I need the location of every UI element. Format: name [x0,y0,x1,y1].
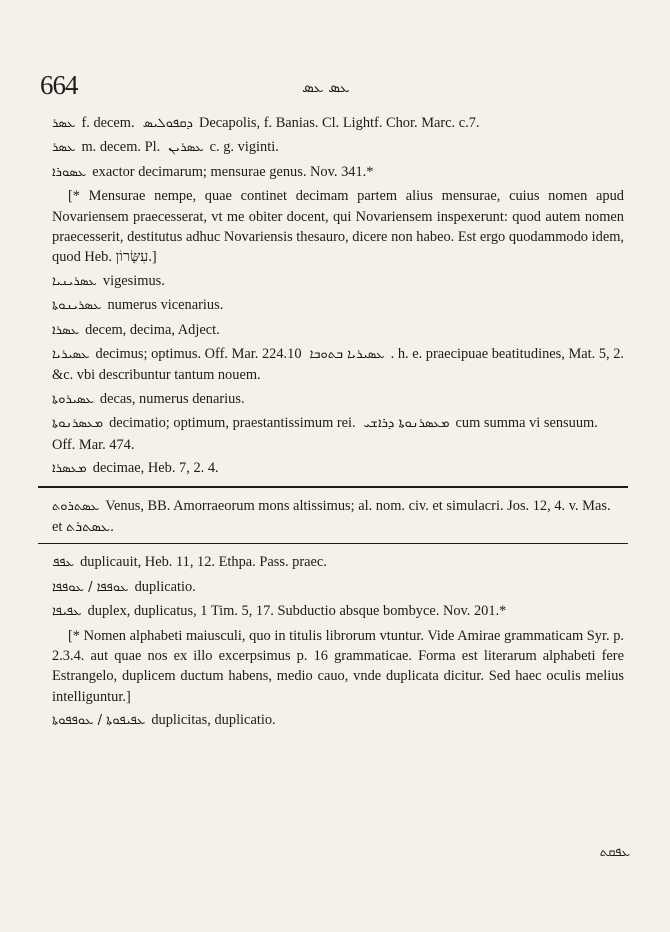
dictionary-content [52,113,624,735]
syriac-subentry: ܥܣܪܝܢ [168,140,204,156]
dictionary-entry [52,458,624,479]
syriac-subentry: ܡܥܣܪܢܘܬܐ ܕܪܐܫܝ [363,416,450,432]
running-title: ܥܣ ܥܣ [302,78,350,96]
syriac-headword: ܥܣܘܪܐ [52,164,87,180]
dictionary-entry [52,413,624,455]
footnote: [* Mensurae nempe, quae continet decimam partem alius mensurae, cuius nomen apud Novariensem praecesserat, vt me obiter docent, qui Novariensem inspexerunt: quod autem nomen praecesserit, destitutus adhuc Novariensis thesauro, dicere non habeo. Est ergo quodammodo idem, quod Heb. עִשָּׂרוֹן.] [52,188,624,266]
latin-gloss: f. decem. [81,115,135,131]
dictionary-entry [52,295,624,316]
syriac-headword: ܥܣܪܐ [52,322,80,338]
latin-gloss: m. decem. Pl. [81,139,161,156]
latin-gloss: duplex, duplicatus, 1 Tim. 5, 17. Subductio absque bombyce. Nov. 201.* [87,603,507,620]
latin-gloss: decem, decima, Adject. [85,321,220,338]
syriac-headword: ܥܣܪ [52,140,76,156]
dictionary-entry [52,271,624,292]
syriac-headword: ܥܣܪܝܢܝܐ [52,273,97,289]
dictionary-entry [52,389,624,410]
syriac-headword: ܥܘܦܦܐ / ܥܘܦܦܐ [52,579,129,595]
syriac-headword: ܥܣܝܪܝܐ [52,347,90,363]
latin-subgloss: Decapolis, f. Banias. Cl. Lightf. Chor. Marc. c.7. [198,115,480,131]
latin-subgloss: cum summa vi sensuum. Off. Mar. 474. [52,415,598,453]
dictionary-entry [52,710,624,731]
latin-gloss: numerus vicenarius. [107,297,224,314]
syriac-headword: ܥܦܝܦܘܬܐ / ܥܘܦܦܘܬܐ [52,713,146,729]
section-rule [38,543,628,544]
latin-gloss: duplicatio. [134,578,196,595]
latin-gloss: duplicauit, Heb. 11, 12. Ethpa. Pass. praec. [80,554,327,571]
syriac-headword: ܥܣܪ [52,116,76,131]
syriac-headword: ܥܦܝܦܐ [52,604,82,620]
dictionary-entry [52,320,624,341]
syriac-subentry: ܥܣܝܪܝܐ ܒܬܘܒܐ [309,347,385,363]
footnote: [* Nomen alphabeti maiusculi, quo in titulis librorum vtuntur. Vide Amirae grammaticam Syr. p. 2.3.4. aut quae nos ex illo excerpsimus p. 16 grammaticae. Forma est literarum alphabeti fere Estrangelo, duplicem ductum habens, medio cauo, vnde duplicata dicitur. Sed haec oculis melius intelliguntur.] [52,627,624,705]
catchword: ܥܦܩܬ [599,845,630,860]
dictionary-entry [52,162,624,183]
latin-gloss: decimae, Heb. 7, 2. 4. [92,460,219,477]
section-rule [38,486,628,488]
latin-gloss: exactor decimarum; mensurae genus. Nov. 341.* [92,163,374,180]
dictionary-entry [52,113,624,134]
syriac-headword: ܥܣܝܪܘܬܐ [52,391,94,407]
dictionary-entry [52,577,624,598]
syriac-subentry: ܕܩܦܘܠܝܣ [142,116,193,131]
syriac-headword: ܥܣܬܪܘܬ [52,498,100,514]
page-number: 664 [40,70,78,100]
page-header [40,70,640,104]
latin-subgloss: c. g. viginti. [209,139,279,156]
syriac-headword: ܥܣܪܝܢܘܬܐ [52,298,102,314]
latin-gloss: decas, numerus denarius. [99,390,245,407]
syriac-headword: ܡܥܣܪܐ [52,461,87,477]
latin-gloss: decimus; optimus. Off. Mar. 224. [95,346,288,363]
dictionary-entry [52,344,624,386]
dictionary-entry [52,496,624,538]
latin-subgloss: 10. h. e. praecipuae beatitudines, Mat. 5, 2. &c. vbi describuntur tantum nouem. [52,346,625,384]
latin-gloss: vigesimus. [102,272,165,289]
syriac-headword: ܡܥܣܪܢܘܬܐ [52,416,104,432]
syriac-headword: ܥܦܦ [52,555,75,571]
latin-gloss: duplicitas, duplicatio. [151,712,276,729]
latin-gloss: Venus, BB. Amorraeorum mons altissimus; al. nom. civ. et simulacri. Jos. 12, 4. v. Mas. et ܥܣܬܪܬ. [52,497,611,535]
dictionary-entry [52,137,624,158]
latin-gloss: decimatio; optimum, praestantissimum rei. [109,415,356,432]
dictionary-entry [52,601,624,622]
dictionary-entry [52,552,624,573]
